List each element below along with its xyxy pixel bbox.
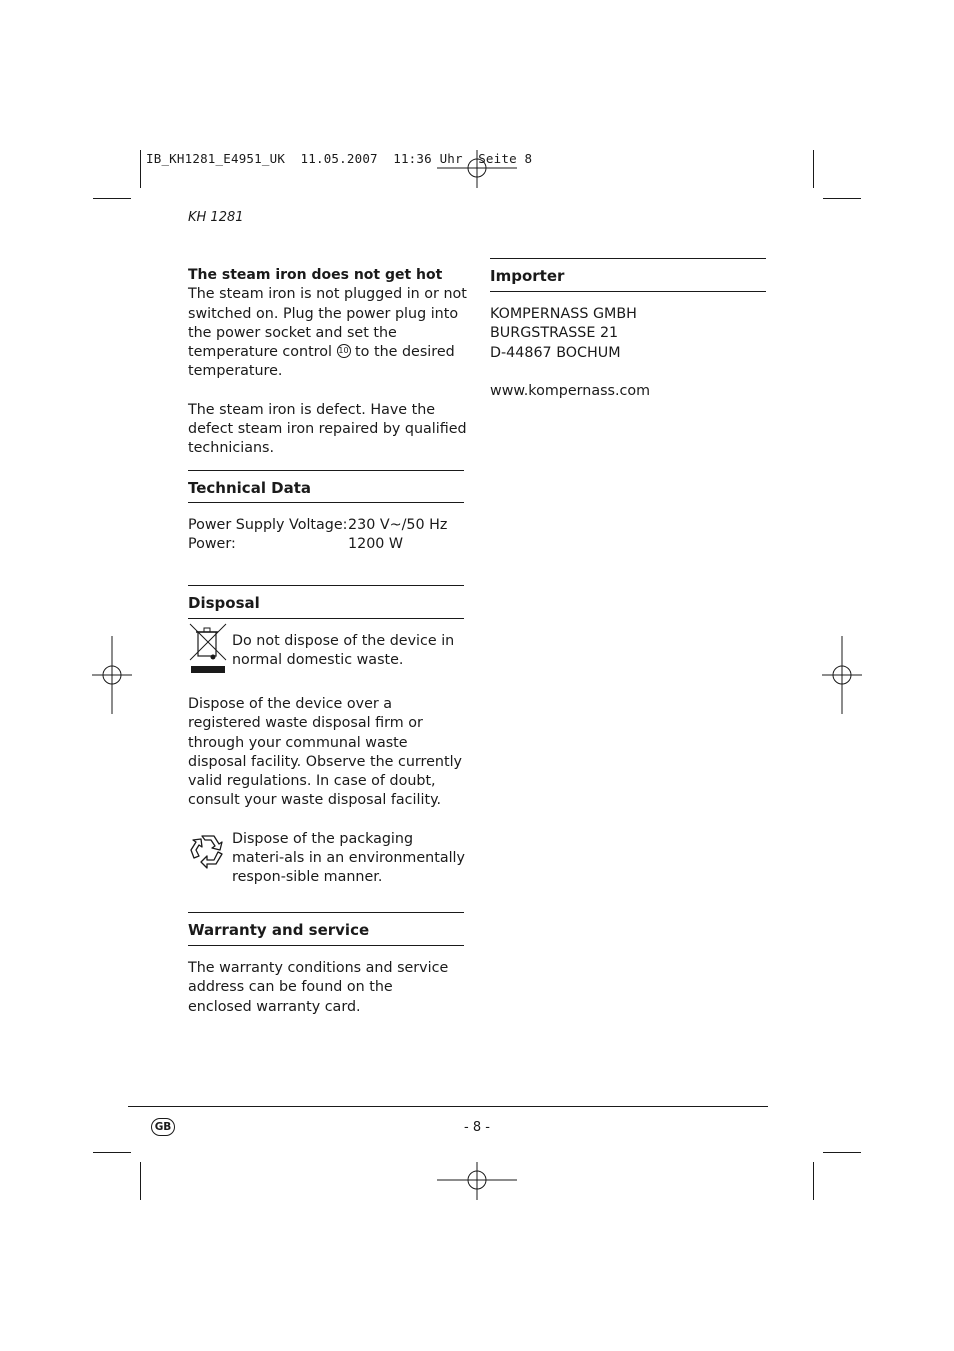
troubleshooting-section	[188, 266, 468, 459]
section-rule	[188, 618, 464, 619]
troubleshooting-defect-paragraph: The steam iron is defect. Have the defect steam iron repaired by qualified technicians.	[188, 401, 467, 457]
crop-mark	[93, 1152, 131, 1153]
disposal-title: Disposal	[188, 594, 260, 612]
country-badge: GB	[151, 1118, 175, 1136]
spec-value: 1200 W	[348, 536, 404, 553]
crossed-out-wheelie-bin-icon	[188, 622, 232, 678]
control-reference-number: 10	[337, 344, 351, 358]
registration-mark-icon	[822, 636, 862, 714]
bin-notice-text: Do not dispose of the device in normal domestic waste.	[232, 633, 455, 669]
importer-title: Importer	[490, 267, 565, 285]
disposal-section	[188, 622, 468, 888]
spec-label: Power:	[188, 536, 236, 553]
spec-row-voltage	[188, 516, 468, 535]
spec-value: 230 V~/50 Hz	[348, 517, 448, 533]
recycling-icon	[188, 830, 232, 888]
importer-website: www.kompernass.com	[490, 382, 651, 399]
page-number: - 8 -	[464, 1120, 490, 1135]
crop-mark	[140, 1162, 141, 1200]
section-rule	[188, 912, 464, 913]
section-rule	[188, 470, 464, 471]
address-line: KOMPERNASS GMBH	[490, 306, 637, 322]
section-rule	[490, 291, 766, 292]
warranty-title: Warranty and service	[188, 921, 370, 939]
model-header: KH 1281	[188, 210, 244, 225]
section-rule	[490, 258, 766, 259]
section-rule	[188, 945, 464, 946]
warranty-text: The warranty conditions and service address can be found on the enclosed warranty card.	[188, 960, 449, 1015]
disposal-paragraph: Dispose of the device over a registered waste disposal firm or through your communal waste disposal facility. Observe the currently valid regulations. In case of doubt, consult your waste disposal facility.	[188, 696, 462, 809]
address-line: BURGSTRASSE 21	[490, 325, 619, 342]
troubleshooting-paragraph: The steam iron is not plugged in or not switched on. Plug the power plug into the power socket and set the temperature control 10 to the desired temperature.	[188, 286, 467, 380]
registration-mark-icon	[437, 150, 517, 190]
spec-label: Power Supply Voltage:	[188, 517, 348, 533]
technical-data-table	[188, 516, 468, 555]
section-rule	[188, 502, 464, 503]
crop-mark	[823, 1152, 861, 1153]
print-slug: IB_KH1281_E4951_UK 11.05.2007 11:36 Uhr Seite 8	[146, 151, 533, 166]
footer-rule	[128, 1106, 768, 1107]
registration-mark-icon	[92, 636, 132, 714]
crop-mark	[93, 198, 131, 199]
crop-mark	[823, 198, 861, 199]
crop-mark	[813, 150, 814, 188]
spec-row-power	[188, 535, 468, 554]
importer-address	[490, 305, 766, 401]
troubleshooting-title: The steam iron does not get hot	[188, 267, 443, 283]
address-line: D-44867 BOCHUM	[490, 344, 621, 361]
section-rule	[188, 585, 464, 586]
bin-notice	[188, 622, 468, 678]
crop-mark	[140, 150, 141, 188]
registration-mark-icon	[437, 1162, 517, 1202]
technical-data-title: Technical Data	[188, 479, 312, 497]
recycling-notice	[188, 830, 468, 888]
crop-mark	[813, 1162, 814, 1200]
recycling-notice-text: Dispose of the packaging materi-als in an environmentally respon-sible manner.	[232, 830, 465, 886]
